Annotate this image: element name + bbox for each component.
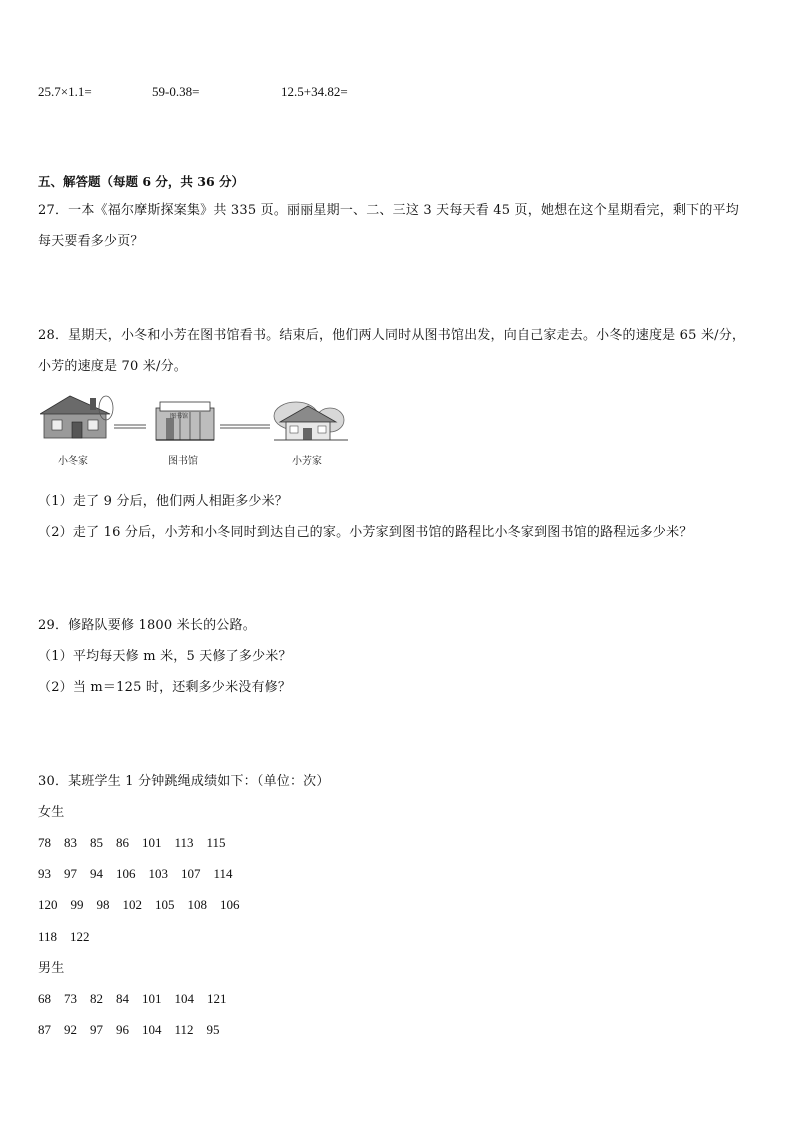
q29-sub1: （1）平均每天修 m 米，5 天修了多少米？ — [38, 649, 292, 664]
calc-item-3: 12.5+34.82= — [281, 84, 348, 99]
route-illustration — [40, 390, 360, 470]
q27-line2: 每天要看多少页？ — [38, 234, 144, 249]
girls-row-1: 78 83 85 86 101 113 115 — [38, 835, 226, 850]
calc-item-1: 25.7×1.1= — [38, 84, 92, 99]
calc-item-2: 59-0.38= — [152, 84, 200, 99]
boys-row-1: 68 73 82 84 101 104 121 — [38, 991, 227, 1006]
q29-line1: 29．修路队要修 1800 米长的公路。 — [38, 618, 256, 633]
q28-sub2: （2）走了 16 分后，小芳和小冬同时到达自己的家。小芳家到图书馆的路程比小冬家到图书馆的路程远多少米？ — [38, 525, 693, 540]
boys-label: 男生 — [38, 961, 65, 976]
q30-line1: 30．某班学生 1 分钟跳绳成绩如下：（单位：次） — [38, 774, 330, 789]
route-drawing — [40, 390, 360, 450]
label-xiaofang-home: 小芳家 — [292, 456, 322, 467]
label-library: 图书馆 — [168, 456, 198, 467]
q28-sub1: （1）走了 9 分后，他们两人相距多少米？ — [38, 494, 289, 509]
section-title: 五、解答题（每题 6 分，共 36 分） — [38, 174, 245, 189]
q27-line1: 27．一本《福尔摩斯探案集》共 335 页。丽丽星期一、二、三这 3 天每天看 45 页，她想在这个星期看完，剩下的平均 — [38, 203, 739, 218]
library-sign: 图书馆 — [170, 413, 189, 420]
q28-line1: 28．星期天，小冬和小芳在图书馆看书。结束后，他们两人同时从图书馆出发，向自己家走去。小冬的速度是 65 米/分， — [38, 328, 746, 343]
label-xiaodong-home: 小冬家 — [58, 456, 88, 467]
q28-line2: 小芳的速度是 70 米/分。 — [38, 359, 187, 374]
xiaofang-house-icon — [274, 402, 348, 440]
girls-label: 女生 — [38, 805, 65, 820]
library-building-icon — [156, 402, 214, 440]
girls-row-4: 118 122 — [38, 929, 90, 944]
girls-row-2: 93 97 94 106 103 107 114 — [38, 866, 233, 881]
xiaodong-house-icon — [40, 396, 113, 438]
q29-sub2: （2）当 m＝125 时，还剩多少米没有修？ — [38, 680, 292, 695]
boys-row-2: 87 92 97 96 104 112 95 — [38, 1022, 220, 1037]
girls-row-3: 120 99 98 102 105 108 106 — [38, 897, 240, 912]
